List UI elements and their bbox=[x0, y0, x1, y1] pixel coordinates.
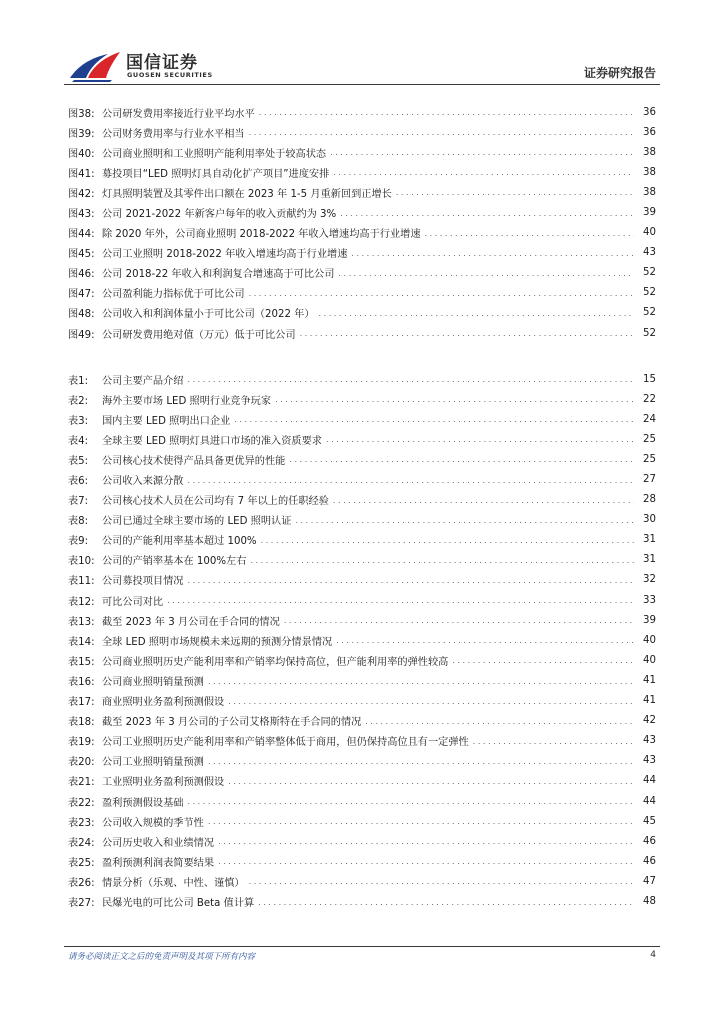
toc-entry-page: 52 bbox=[643, 287, 656, 299]
toc-dot-leader bbox=[326, 434, 634, 446]
toc-dot-leader bbox=[295, 515, 634, 527]
toc-entry-title: 工业照明业务盈利预测假设 bbox=[102, 777, 225, 789]
toc-entry-title: 公司的产销率基本在 100%左右 bbox=[102, 556, 247, 568]
toc-entry-label: 图41: bbox=[68, 168, 95, 180]
toc-dot-leader bbox=[249, 876, 634, 888]
toc-entry-label: 表24: bbox=[68, 837, 95, 849]
toc-entry-title: 公司 2018-22 年收入和利润复合增速高于可比公司 bbox=[102, 269, 335, 281]
toc-dot-leader bbox=[300, 328, 634, 340]
table-index-row[interactable] bbox=[68, 570, 656, 590]
table-index-row[interactable] bbox=[68, 831, 656, 851]
toc-entry-label: 图45: bbox=[68, 249, 95, 261]
toc-entry-title: 可比公司对比 bbox=[102, 596, 164, 608]
toc-entry-title: 公司历史收入和业绩情况 bbox=[102, 837, 215, 849]
toc-dot-leader bbox=[340, 208, 634, 220]
toc-entry-label: 表8: bbox=[68, 516, 89, 528]
toc-entry-label: 表21: bbox=[68, 777, 95, 789]
toc-entry-label: 表22: bbox=[68, 797, 95, 809]
toc-dot-leader bbox=[208, 756, 634, 768]
toc-entry-label: 表26: bbox=[68, 877, 95, 889]
toc-entry-title: 募投项目“LED 照明灯具自动化扩产项目”进度安排 bbox=[102, 168, 330, 180]
guosen-logo bbox=[68, 48, 213, 82]
toc-entry-page: 40 bbox=[643, 634, 656, 646]
table-index-row[interactable] bbox=[68, 389, 656, 409]
toc-entry-page: 38 bbox=[643, 166, 656, 178]
toc-entry-label: 表7: bbox=[68, 496, 89, 508]
toc-entry-page: 33 bbox=[643, 594, 656, 606]
toc-entry-page: 39 bbox=[643, 207, 656, 219]
toc-dot-leader bbox=[473, 736, 634, 748]
toc-dot-leader bbox=[336, 635, 634, 647]
toc-entry-title: 公司收入来源分散 bbox=[102, 476, 184, 488]
toc-entry-label: 表5: bbox=[68, 455, 89, 467]
toc-entry-label: 表3: bbox=[68, 415, 89, 427]
figure-index-list bbox=[68, 102, 656, 343]
toc-entry-page: 38 bbox=[643, 146, 656, 158]
toc-entry-page: 44 bbox=[643, 795, 656, 807]
toc-dot-leader bbox=[330, 147, 634, 159]
figure-index-row[interactable] bbox=[68, 202, 656, 222]
toc-entry-label: 表27: bbox=[68, 897, 95, 909]
toc-entry-label: 图44: bbox=[68, 229, 95, 241]
toc-entry-title: 公司研发费用绝对值（万元）低于可比公司 bbox=[102, 329, 296, 341]
table-index-row[interactable] bbox=[68, 851, 656, 871]
toc-entry-title: 公司商业照明销量预测 bbox=[102, 676, 204, 688]
footer-divider bbox=[64, 946, 660, 947]
figure-index-row[interactable] bbox=[68, 122, 656, 142]
toc-dot-leader bbox=[208, 676, 634, 688]
toc-entry-label: 表18: bbox=[68, 717, 95, 729]
table-index-row[interactable] bbox=[68, 550, 656, 570]
footer-disclaimer: 请务必阅读正文之后的免责声明及其项下所有内容 bbox=[68, 952, 256, 962]
toc-entry-label: 图46: bbox=[68, 269, 95, 281]
toc-entry-page: 32 bbox=[643, 574, 656, 586]
toc-entry-title: 公司的产能利用率基本超过 100% bbox=[102, 536, 257, 548]
toc-entry-title: 盈利预测假设基础 bbox=[102, 797, 184, 809]
toc-entry-label: 表19: bbox=[68, 737, 95, 749]
table-index-row[interactable] bbox=[68, 711, 656, 731]
toc-entry-title: 截至 2023 年 3 月公司在手合同的情况 bbox=[102, 616, 280, 628]
toc-entry-title: 盈利预测利润表简要结果 bbox=[102, 857, 215, 869]
toc-entry-page: 46 bbox=[643, 835, 656, 847]
table-index-row[interactable] bbox=[68, 650, 656, 670]
toc-entry-page: 22 bbox=[643, 393, 656, 405]
toc-dot-leader bbox=[365, 716, 634, 728]
toc-entry-label: 图39: bbox=[68, 128, 95, 140]
toc-dot-leader bbox=[188, 796, 635, 808]
toc-entry-page: 43 bbox=[643, 247, 656, 259]
table-index-row[interactable] bbox=[68, 670, 656, 690]
toc-entry-title: 情景分析（乐观、中性、谨慎） bbox=[102, 877, 245, 889]
toc-entry-title: 公司已通过全球主要市场的 LED 照明认证 bbox=[102, 516, 292, 528]
figure-index-row[interactable] bbox=[68, 102, 656, 122]
toc-entry-title: 公司工业照明历史产能利用率和产销率整体低于商用，但仍保持高位且有一定弹性 bbox=[102, 737, 469, 749]
toc-entry-title: 全球主要 LED 照明灯具进口市场的准入资质要求 bbox=[102, 435, 322, 447]
table-index-row[interactable] bbox=[68, 429, 656, 449]
toc-entry-label: 表11: bbox=[68, 576, 95, 588]
toc-entry-title: 公司收入和利润体量小于可比公司（2022 年） bbox=[102, 309, 315, 321]
toc-entry-title: 公司核心技术人员在公司均有 7 年以上的任职经验 bbox=[102, 496, 329, 508]
toc-entry-page: 15 bbox=[643, 373, 656, 385]
toc-dot-leader bbox=[351, 248, 634, 260]
toc-entry-label: 表4: bbox=[68, 435, 89, 447]
toc-entry-title: 公司 2021-2022 年新客户每年的收入贡献约为 3% bbox=[102, 209, 337, 221]
toc-entry-title: 国内主要 LED 照明出口企业 bbox=[102, 415, 231, 427]
table-index-row[interactable] bbox=[68, 691, 656, 711]
toc-entry-title: 公司工业照明 2018-2022 年收入增速均高于行业增速 bbox=[102, 249, 348, 261]
toc-entry-page: 28 bbox=[643, 494, 656, 506]
toc-entry-title: 公司收入规模的季节性 bbox=[102, 817, 204, 829]
toc-entry-label: 表9: bbox=[68, 536, 89, 548]
toc-entry-title: 公司商业照明历史产能利用率和产销率均保持高位，但产能利用率的弹性较高 bbox=[102, 656, 449, 668]
toc-entry-label: 图49: bbox=[68, 329, 95, 341]
figure-index-row[interactable] bbox=[68, 303, 656, 323]
toc-dot-leader bbox=[258, 897, 634, 909]
toc-dot-leader bbox=[319, 308, 634, 320]
toc-entry-title: 公司核心技术使得产品具备更优异的性能 bbox=[102, 455, 286, 467]
table-index-row[interactable] bbox=[68, 771, 656, 791]
toc-entry-title: 商业照明业务盈利预测假设 bbox=[102, 697, 225, 709]
figure-index-row[interactable] bbox=[68, 263, 656, 283]
toc-entry-page: 42 bbox=[643, 715, 656, 727]
table-index-row[interactable] bbox=[68, 469, 656, 489]
table-index-row[interactable] bbox=[68, 871, 656, 891]
toc-dot-leader bbox=[261, 535, 634, 547]
toc-dot-leader bbox=[188, 374, 635, 386]
toc-entry-label: 表10: bbox=[68, 556, 95, 568]
toc-entry-label: 表1: bbox=[68, 375, 89, 387]
toc-entry-page: 45 bbox=[643, 815, 656, 827]
toc-dot-leader bbox=[249, 288, 634, 300]
toc-dot-leader bbox=[338, 268, 634, 280]
table-index-row[interactable] bbox=[68, 751, 656, 771]
toc-dot-leader bbox=[228, 696, 634, 708]
toc-entry-label: 图47: bbox=[68, 289, 95, 301]
page-header bbox=[0, 0, 724, 86]
table-index-row[interactable] bbox=[68, 610, 656, 630]
toc-dot-leader bbox=[218, 856, 634, 868]
toc-entry-page: 25 bbox=[643, 453, 656, 465]
toc-entry-label: 表6: bbox=[68, 476, 89, 488]
toc-entry-page: 52 bbox=[643, 327, 656, 339]
toc-entry-title: 公司盈利能力指标优于可比公司 bbox=[102, 289, 245, 301]
figure-index-row[interactable] bbox=[68, 182, 656, 202]
toc-entry-label: 图38: bbox=[68, 108, 95, 120]
table-index-row[interactable] bbox=[68, 791, 656, 811]
table-index-row[interactable] bbox=[68, 811, 656, 831]
logo-chinese-name: 国信证券 bbox=[126, 53, 198, 73]
toc-entry-page: 52 bbox=[643, 307, 656, 319]
toc-entry-label: 图48: bbox=[68, 309, 95, 321]
toc-entry-page: 39 bbox=[643, 614, 656, 626]
toc-entry-title: 截至 2023 年 3 月公司的子公司艾格斯特在手合同的情况 bbox=[102, 717, 362, 729]
toc-entry-title: 公司研发费用率接近行业平均水平 bbox=[102, 108, 255, 120]
toc-entry-title: 除 2020 年外，公司商业照明 2018-2022 年收入增速均高于行业增速 bbox=[102, 229, 421, 241]
toc-entry-label: 图42: bbox=[68, 188, 95, 200]
report-type-label: 证券研究报告 bbox=[583, 66, 656, 80]
toc-dot-leader bbox=[425, 228, 634, 240]
toc-dot-leader bbox=[250, 555, 634, 567]
figure-index-row[interactable] bbox=[68, 142, 656, 162]
toc-entry-label: 表15: bbox=[68, 656, 95, 668]
figure-index-row[interactable] bbox=[68, 223, 656, 243]
table-index-row[interactable] bbox=[68, 409, 656, 429]
toc-dot-leader bbox=[275, 394, 634, 406]
toc-dot-leader bbox=[218, 836, 634, 848]
toc-entry-title: 公司商业照明和工业照明产能利用率处于较高状态 bbox=[102, 148, 327, 160]
toc-entry-title: 民爆光电的可比公司 Beta 值计算 bbox=[102, 897, 255, 909]
toc-entry-page: 41 bbox=[643, 695, 656, 707]
toc-entry-page: 47 bbox=[643, 875, 656, 887]
logo-english-name: GUOSEN SECURITIES bbox=[127, 71, 213, 79]
toc-entry-title: 全球 LED 照明市场规模未来远期的预测分情景情况 bbox=[102, 636, 333, 648]
toc-entry-label: 表14: bbox=[68, 636, 95, 648]
header-divider bbox=[64, 84, 660, 85]
table-index-row[interactable] bbox=[68, 449, 656, 469]
table-index-row[interactable] bbox=[68, 369, 656, 389]
toc-dot-leader bbox=[259, 107, 634, 119]
toc-entry-label: 表13: bbox=[68, 616, 95, 628]
toc-entry-label: 表25: bbox=[68, 857, 95, 869]
page-number: 4 bbox=[650, 950, 656, 960]
toc-entry-page: 43 bbox=[643, 755, 656, 767]
toc-entry-page: 27 bbox=[643, 474, 656, 486]
table-index-row[interactable] bbox=[68, 530, 656, 550]
toc-dot-leader bbox=[333, 495, 634, 507]
figure-index-row[interactable] bbox=[68, 283, 656, 303]
toc-entry-page: 43 bbox=[643, 735, 656, 747]
toc-entry-page: 40 bbox=[643, 227, 656, 239]
toc-entry-page: 25 bbox=[643, 433, 656, 445]
table-index-row[interactable] bbox=[68, 630, 656, 650]
toc-entry-page: 41 bbox=[643, 674, 656, 686]
toc-entry-page: 36 bbox=[643, 106, 656, 118]
toc-entry-title: 公司工业照明销量预测 bbox=[102, 757, 204, 769]
figure-index-row[interactable] bbox=[68, 243, 656, 263]
table-index-list bbox=[68, 369, 656, 912]
toc-entry-title: 公司募投项目情况 bbox=[102, 576, 184, 588]
toc-entry-page: 44 bbox=[643, 775, 656, 787]
toc-entry-title: 灯具照明装置及其零件出口额在 2023 年 1-5 月重新回到正增长 bbox=[102, 188, 392, 200]
toc-entry-page: 48 bbox=[643, 895, 656, 907]
toc-entry-title: 公司财务费用率与行业水平相当 bbox=[102, 128, 245, 140]
table-index-row[interactable] bbox=[68, 731, 656, 751]
toc-dot-leader bbox=[249, 127, 634, 139]
toc-entry-label: 表17: bbox=[68, 697, 95, 709]
toc-dot-leader bbox=[208, 816, 634, 828]
toc-entry-page: 36 bbox=[643, 126, 656, 138]
toc-entry-page: 38 bbox=[643, 186, 656, 198]
toc-entry-page: 31 bbox=[643, 554, 656, 566]
toc-dot-leader bbox=[234, 414, 634, 426]
table-index-row[interactable] bbox=[68, 891, 656, 911]
toc-dot-leader bbox=[289, 454, 634, 466]
toc-entry-page: 40 bbox=[643, 654, 656, 666]
toc-entry-label: 表20: bbox=[68, 757, 95, 769]
toc-dot-leader bbox=[396, 187, 634, 199]
figure-index-row[interactable] bbox=[68, 323, 656, 343]
toc-dot-leader bbox=[452, 655, 634, 667]
toc-dot-leader bbox=[333, 167, 634, 179]
figure-index-row[interactable] bbox=[68, 162, 656, 182]
toc-entry-label: 图43: bbox=[68, 209, 95, 221]
table-index-row[interactable] bbox=[68, 510, 656, 530]
toc-entry-label: 表16: bbox=[68, 676, 95, 688]
toc-entry-page: 24 bbox=[643, 413, 656, 425]
toc-entry-label: 图40: bbox=[68, 148, 95, 160]
toc-dot-leader bbox=[228, 776, 634, 788]
guosen-logo-icon bbox=[68, 48, 122, 82]
toc-entry-label: 表12: bbox=[68, 596, 95, 608]
toc-dot-leader bbox=[284, 615, 634, 627]
toc-entry-page: 30 bbox=[643, 514, 656, 526]
toc-dot-leader bbox=[188, 575, 635, 587]
toc-entry-label: 表23: bbox=[68, 817, 95, 829]
toc-dot-leader bbox=[167, 595, 634, 607]
toc-entry-title: 海外主要市场 LED 照明行业竞争玩家 bbox=[102, 395, 272, 407]
toc-entry-label: 表2: bbox=[68, 395, 89, 407]
toc-entry-page: 46 bbox=[643, 855, 656, 867]
toc-dot-leader bbox=[188, 475, 635, 487]
toc-entry-title: 公司主要产品介绍 bbox=[102, 375, 184, 387]
table-index-row[interactable] bbox=[68, 490, 656, 510]
toc-entry-page: 31 bbox=[643, 534, 656, 546]
table-index-row[interactable] bbox=[68, 590, 656, 610]
toc-entry-page: 52 bbox=[643, 267, 656, 279]
